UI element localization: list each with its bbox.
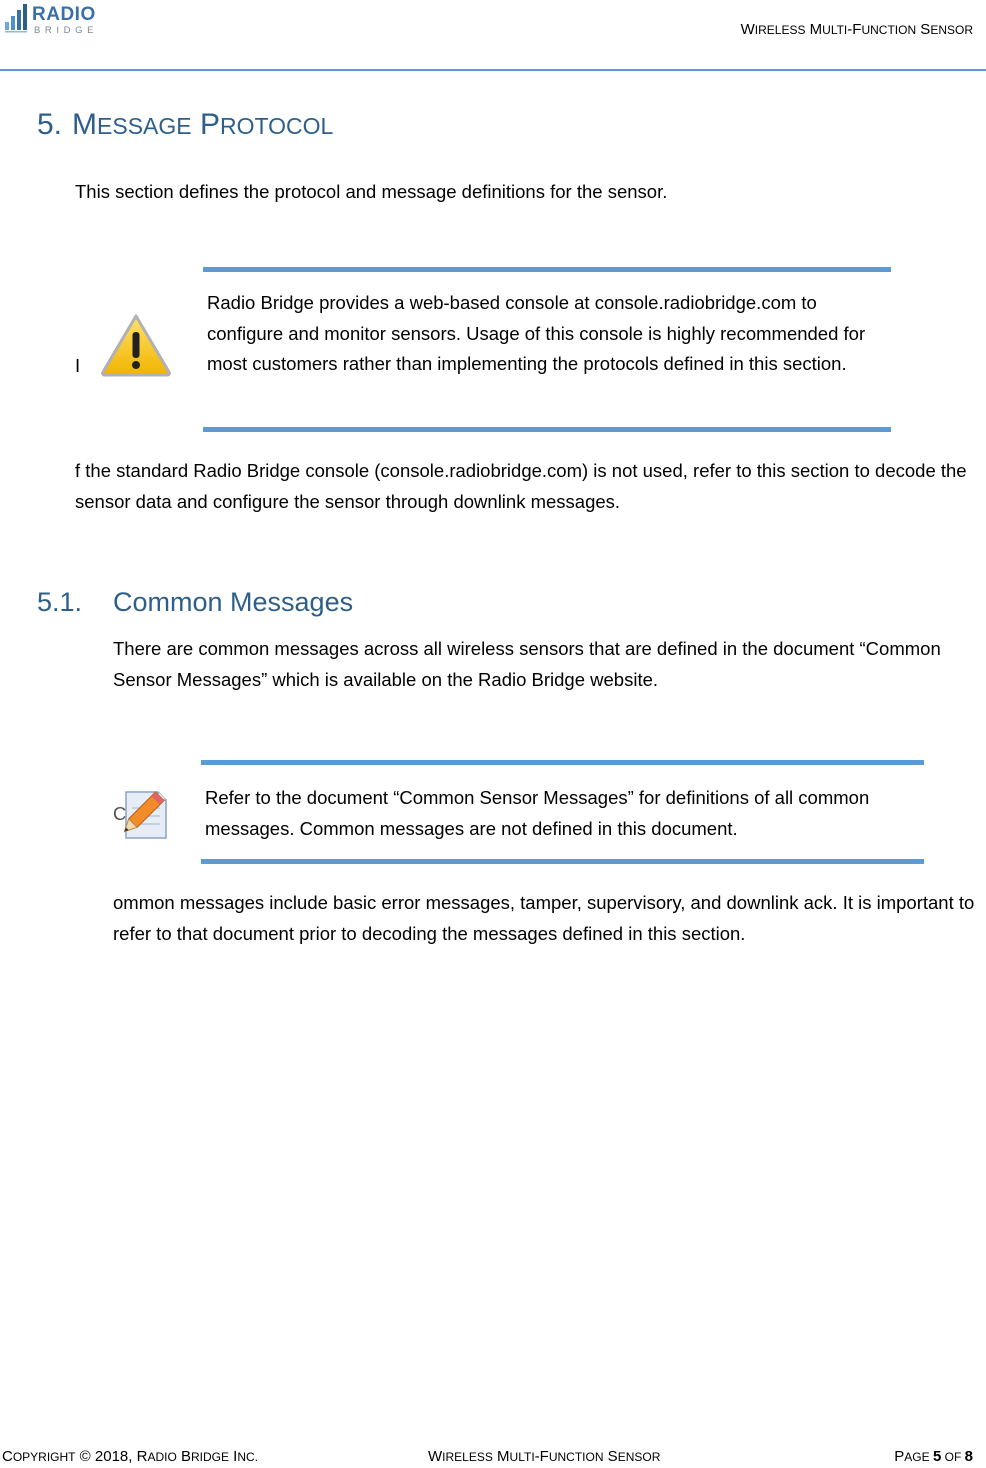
note-pencil-icon <box>112 786 172 844</box>
note-callout-text: Refer to the document “Common Sensor Messages” for definitions of all common messages. Common messages are not defined in this document. <box>205 787 870 839</box>
note-callout-bottom-rule <box>201 859 924 864</box>
section-continuation-text: f the standard Radio Bridge console (console.radiobridge.com) is not used, refer to this section to decode the sensor data and configure the sensor through downlink messages. <box>75 460 967 512</box>
footer-page-number: PAGE 5 OF 8 <box>894 1448 973 1465</box>
subsection-heading: 5.1. Common Messages <box>37 587 354 617</box>
warning-dropcap-letter: I <box>75 355 81 376</box>
header-divider <box>0 69 986 71</box>
note-dropcap-letter: C <box>113 803 127 824</box>
radio-bridge-logo <box>4 2 124 42</box>
warning-callout-bottom-rule <box>203 427 891 432</box>
header-title: WIRELESS MULTI-FUNCTION SENSOR <box>740 21 973 38</box>
logo-bridge-text: BRIDGE <box>34 25 99 36</box>
footer-document-title: WIRELESS MULTI-FUNCTION SENSOR <box>428 1448 661 1465</box>
section-heading: 5. MESSAGE PROTOCOL <box>37 108 334 141</box>
warning-callout-top-rule <box>203 267 891 272</box>
warning-callout-text: Radio Bridge provides a web-based console at console.radiobridge.com to configure and monitor sensors. Usage of this console is highly recommended for most customers rather than implementing the protocols defined in this section. <box>207 292 866 374</box>
logo-radio-text: RADIO <box>32 4 96 25</box>
footer-copyright: COPYRIGHT © 2018, RADIO BRIDGE INC. <box>2 1448 259 1465</box>
subsection-continuation-text: ommon messages include basic error messages, tamper, supervisory, and downlink ack. It is important to refer to that document prior to decoding the messages defined in this section. <box>113 892 975 944</box>
section-intro: This section defines the protocol and message definitions for the sensor. <box>75 181 668 202</box>
note-callout-top-rule <box>201 760 924 765</box>
warning-icon <box>99 312 173 378</box>
subsection-text: There are common messages across all wireless sensors that are defined in the document “Common Sensor Messages” which is available on the Radio Bridge website. <box>113 638 941 690</box>
logo-bars-icon <box>4 2 32 40</box>
